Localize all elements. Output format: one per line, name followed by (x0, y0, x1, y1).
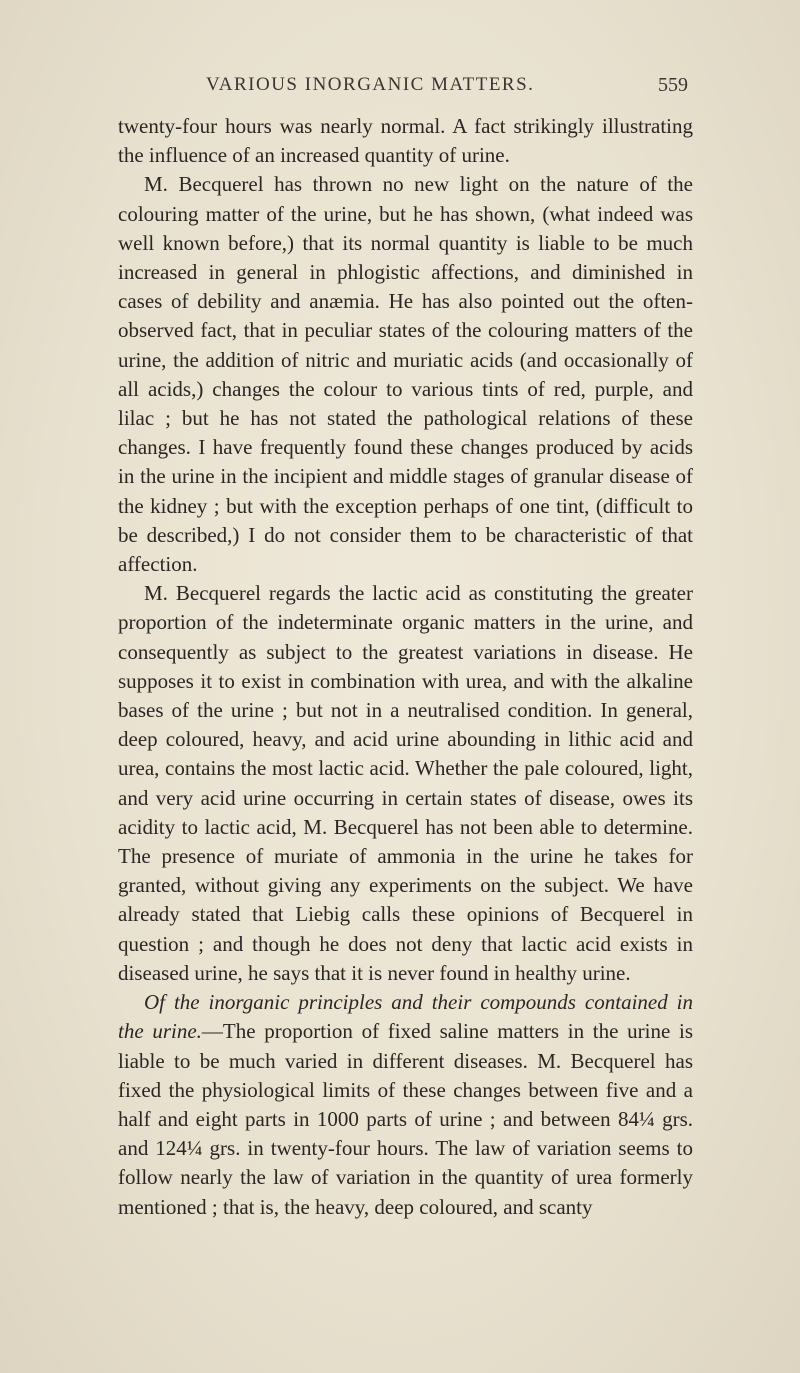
paragraph: M. Becquerel has thrown no new light on the nature of the colouring matter of the urine, but he has shown, (what indeed was well known before,) that its normal quantity is liable to be much increased in general in phlogistic affections, and diminished in cases of debility and anæmia. He has also pointed out the often-observed fact, that in peculiar states of the colouring matters of the urine, the addition of nitric and muriatic acids (and occasionally of all acids,) changes the colour to various tints of red, purple, and lilac ; but he has not stated the pathological relations of these changes. I have frequently found these changes produced by acids in the urine in the incipient and middle stages of granular disease of the kidney ; but with the exception perhaps of one tint, (difficult to be described,) I do not consider them to be characteristic of that affection. (118, 172, 693, 577)
page-number: 559 (658, 74, 688, 96)
paragraph: M. Becquerel regards the lactic acid as constituting the greater proportion of the indeterminate organic matters in the urine, and consequently as subject to the greatest variations in disease. He supposes it to exist in combination with urea, and with the alkaline bases of the urine ; but not in a neutralised condition. In general, deep coloured, heavy, and acid urine abounding in lithic acid and urea, contains the most lactic acid. Whether the pale coloured, light, and very acid urine occurring in certain states of disease, owes its acidity to lactic acid, M. Becquerel has not been able to determine. The presence of muriate of ammonia in the urine he takes for granted, without giving any experiments on the subject. We have already stated that Liebig calls these opinions of Becquerel in question ; and though he does not deny that lactic acid exists in diseased urine, he says that it is never found in healthy urine. (118, 581, 693, 985)
paragraph (118, 988, 693, 1222)
running-title: VARIOUS INORGANIC MATTERS. (206, 74, 535, 95)
running-head (118, 74, 688, 104)
paragraph-text: —The proportion of fixed saline matters in the urine is liable to be much varied in different diseases. M. Becquerel has fixed the physiological limits of these changes between five and a half and eight parts in 1000 parts of urine ; and between 84¼ grs. and 124¼ grs. in twenty-four hours. The law of variation seems to follow nearly the law of variation in the quantity of urea formerly mentioned ; that is, the heavy, deep coloured, and scanty (118, 1019, 693, 1219)
paragraph: twenty-four hours was nearly normal. A fact strikingly illustrating the influence of an increased quantity of urine. (118, 114, 693, 168)
section-heading: Of the inorganic principles and their compounds contained in the urine. (118, 990, 693, 1044)
body-text (118, 112, 693, 1222)
